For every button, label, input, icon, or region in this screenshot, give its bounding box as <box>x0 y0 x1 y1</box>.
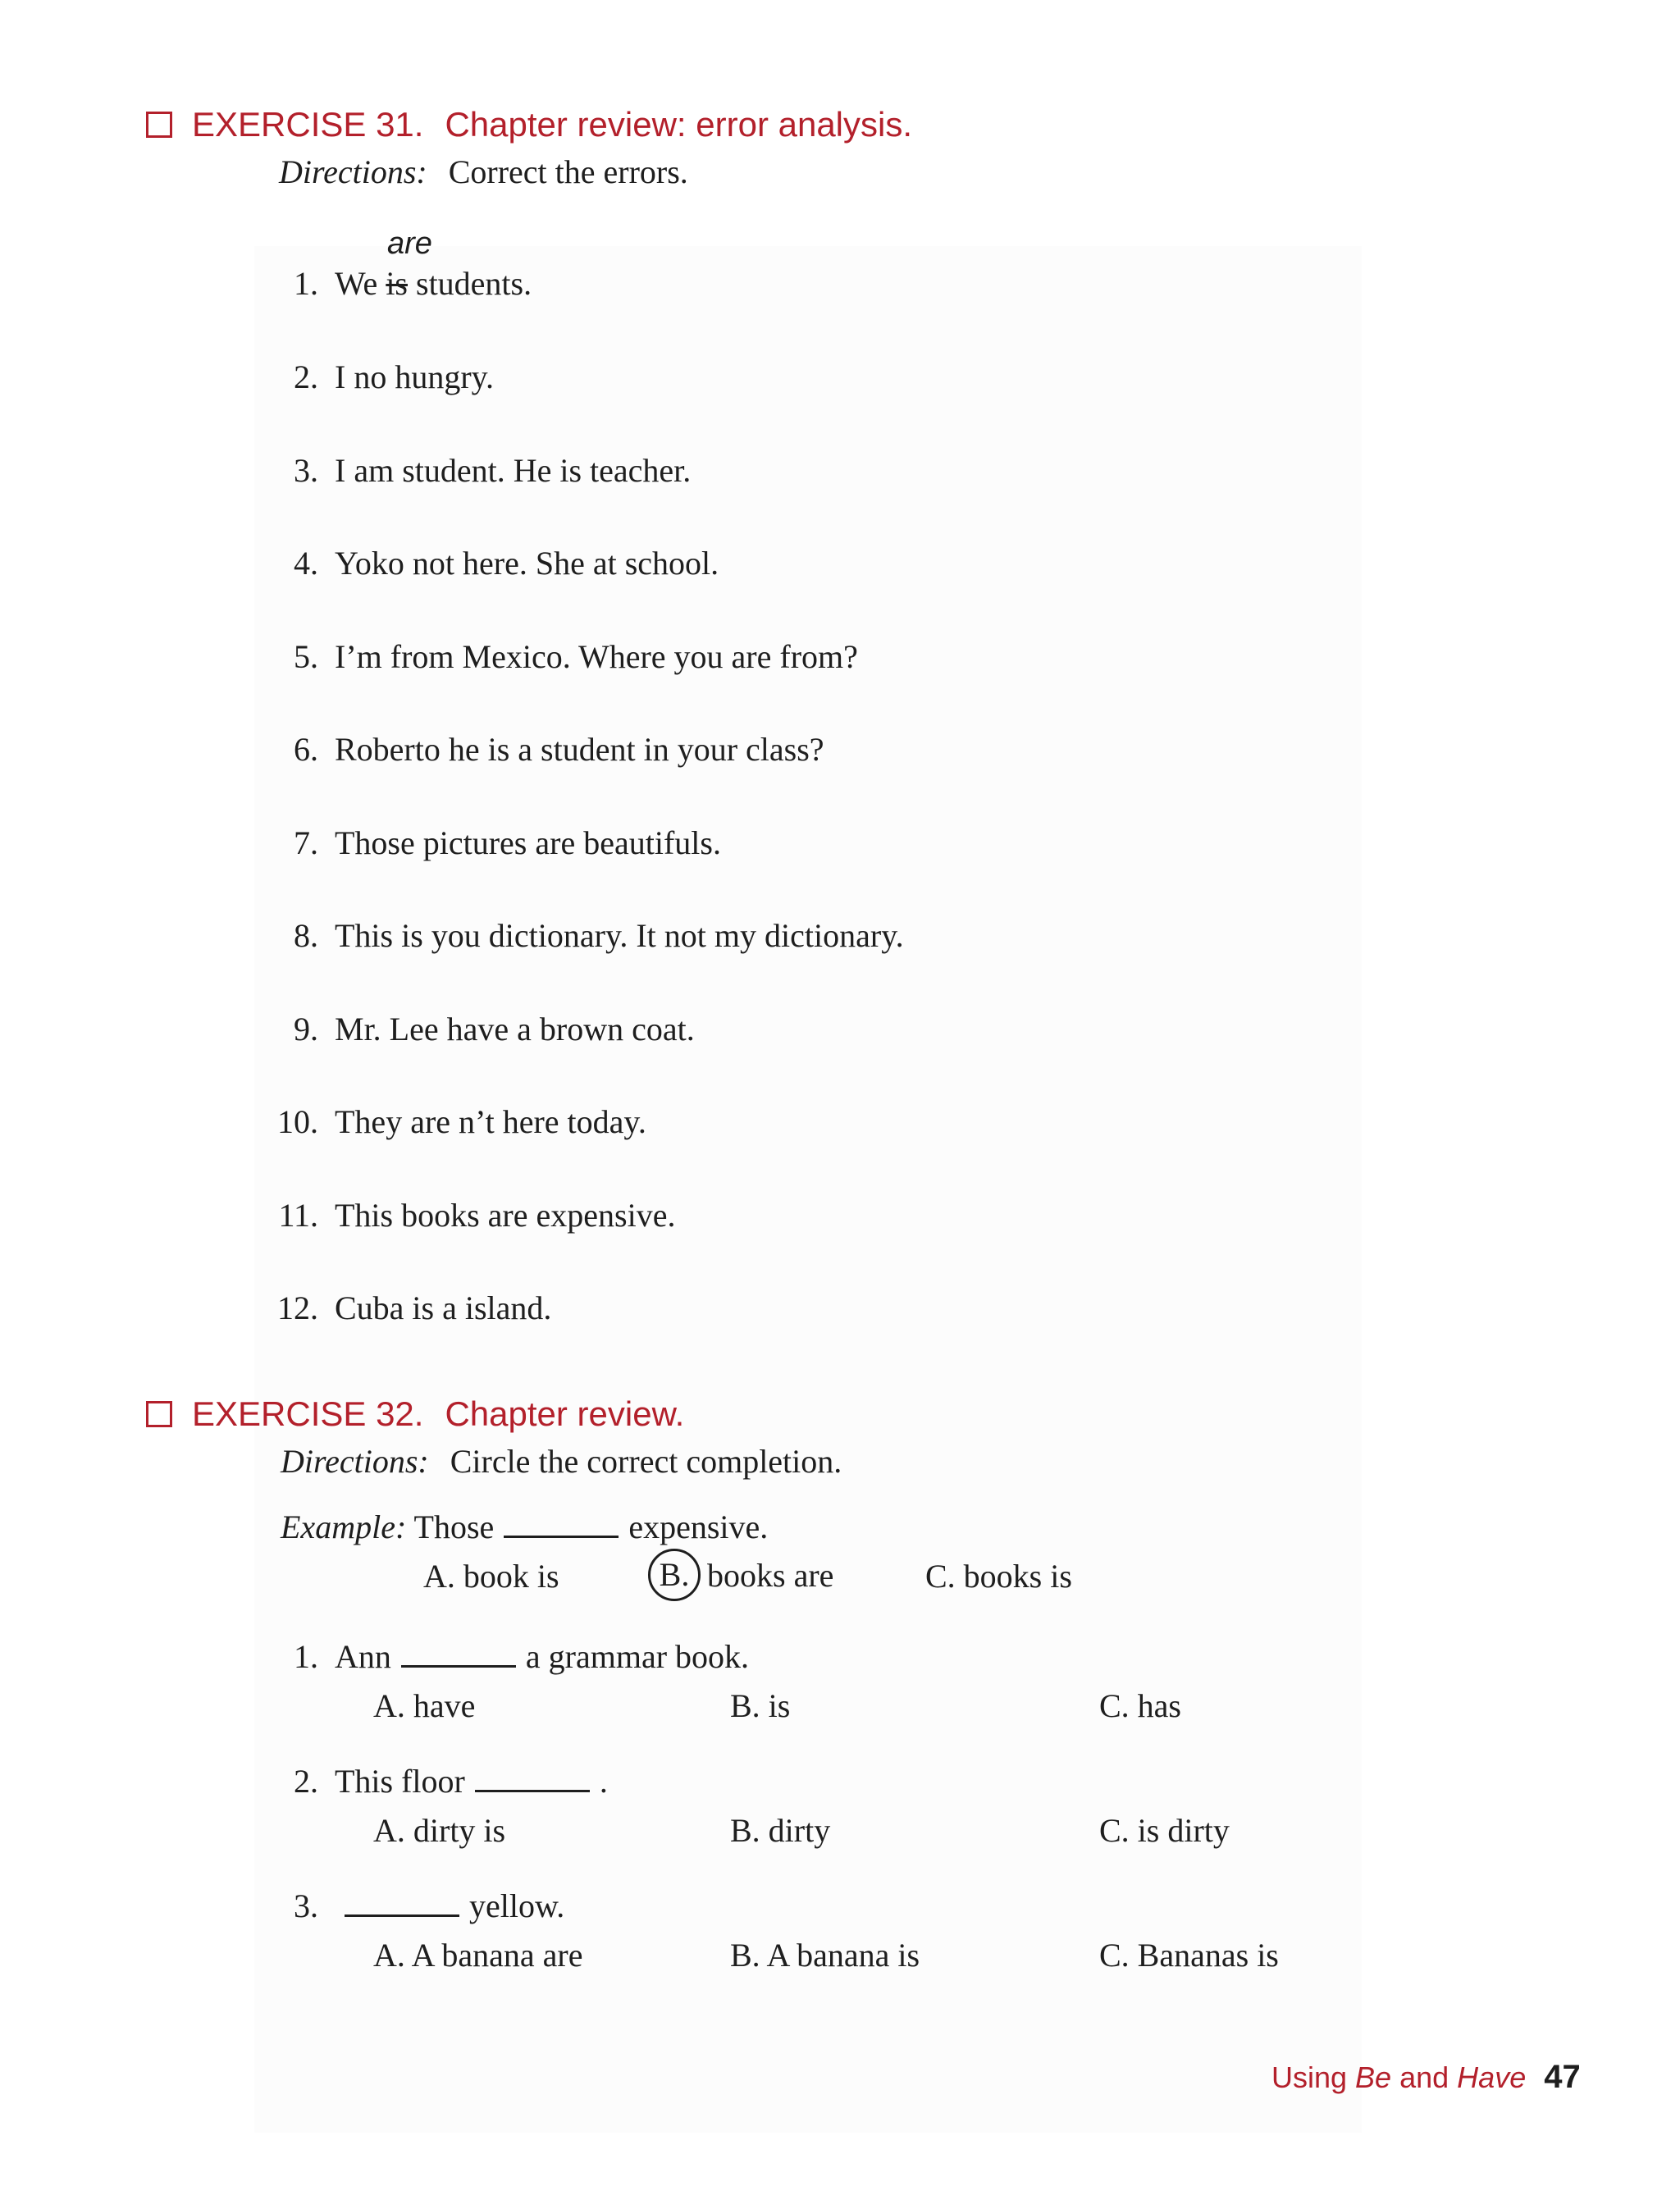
example-stem <box>281 1508 768 1546</box>
exercise-item <box>261 1010 695 1048</box>
question-stem <box>261 1762 608 1800</box>
item-text: students. <box>416 265 532 302</box>
item-text: Cuba is a island. <box>335 1289 552 1326</box>
item-text: I no hungry. <box>335 358 495 395</box>
item-number: 9. <box>294 1010 318 1047</box>
exercise-item <box>261 451 691 490</box>
item-number: 11. <box>278 1196 318 1234</box>
directions-text: Correct the errors. <box>448 153 688 190</box>
item-number: 5. <box>294 637 318 675</box>
item-number: 12. <box>277 1289 318 1326</box>
question-number: 2. <box>294 1763 318 1800</box>
item-text: I am student. He is teacher. <box>335 451 692 489</box>
exercise-label: EXERCISE 32. <box>192 1394 424 1433</box>
stem-text: This floor <box>335 1763 465 1800</box>
item-number: 4. <box>294 545 318 582</box>
exercise-title: Chapter review. <box>445 1394 685 1433</box>
exercise-32-header <box>146 1394 684 1434</box>
question-stem <box>261 1887 564 1925</box>
item-text: Mr. Lee have a brown coat. <box>335 1010 695 1047</box>
example-label: Example: <box>281 1508 407 1545</box>
item-number: 3. <box>294 451 318 489</box>
directions-label: Directions: <box>281 1443 429 1480</box>
item-text: This is you dictionary. It not my dictionary. <box>335 917 904 954</box>
footer-text: Using <box>1271 2060 1356 2094</box>
stem-text: . <box>599 1763 608 1800</box>
example-option-b <box>648 1549 833 1601</box>
exercise-item <box>261 730 824 769</box>
item-text: Yoko not here. She at school. <box>335 545 719 582</box>
exercise-item <box>261 824 721 862</box>
option-b[interactable]: B. A banana is <box>730 1937 920 1974</box>
question-number: 3. <box>294 1887 318 1924</box>
item-text: They are n’t here today. <box>335 1103 646 1140</box>
item-text: Those pictures are beautifuls. <box>335 824 721 861</box>
item-number: 1. <box>294 265 318 302</box>
option-c[interactable]: C. has <box>1099 1687 1181 1724</box>
exercise-item <box>261 637 858 676</box>
item-text: This books are expensive. <box>335 1196 676 1234</box>
option-a[interactable]: A. have <box>373 1687 476 1724</box>
exercise-item <box>261 544 719 582</box>
answer-blank <box>504 1511 619 1538</box>
directions <box>281 1442 842 1481</box>
exercise-item <box>261 916 904 955</box>
directions-label: Directions: <box>279 153 427 190</box>
item-number: 10. <box>277 1103 318 1140</box>
circled-answer: B. <box>648 1549 701 1601</box>
item-number: 6. <box>294 731 318 768</box>
struck-word: is <box>386 265 408 302</box>
exercise-item <box>261 1102 646 1141</box>
answer-blank <box>475 1765 590 1792</box>
directions <box>279 153 688 191</box>
option-b[interactable]: B. is <box>730 1687 791 1724</box>
footer-text: Have <box>1457 2060 1527 2094</box>
option-c[interactable]: C. is dirty <box>1099 1812 1230 1849</box>
item-text: Roberto he is a student in your class? <box>335 731 824 768</box>
item-text: I’m from Mexico. Where you are from? <box>335 637 858 675</box>
footer-text: Be <box>1355 2060 1392 2094</box>
stem-text: yellow. <box>469 1887 565 1924</box>
answer-blank <box>401 1641 516 1668</box>
exercise-item <box>261 1196 675 1234</box>
stem-text: expensive. <box>628 1508 769 1545</box>
stem-text: Those <box>413 1508 495 1545</box>
item-text: We <box>335 265 378 302</box>
option-c[interactable]: C. Bananas is <box>1099 1937 1279 1974</box>
directions-text: Circle the correct completion. <box>450 1443 842 1480</box>
checkbox-icon[interactable] <box>146 1401 172 1427</box>
page-footer <box>1271 2059 1581 2096</box>
question-stem <box>261 1637 749 1676</box>
exercise-31-header <box>146 105 912 144</box>
exercise-item <box>261 1289 551 1327</box>
page-number: 47 <box>1544 2059 1581 2095</box>
example-option-c: C. books is <box>925 1558 1072 1595</box>
option-a[interactable]: A. A banana are <box>373 1937 583 1974</box>
page-background <box>254 246 1362 2133</box>
item-number: 7. <box>294 824 318 861</box>
footer-text: and <box>1391 2060 1458 2094</box>
checkbox-icon[interactable] <box>146 112 172 138</box>
handwritten-correction: are <box>387 226 432 261</box>
question-number: 1. <box>294 1638 318 1675</box>
answer-blank <box>345 1890 459 1917</box>
item-number: 8. <box>294 917 318 954</box>
exercise-item <box>261 264 532 303</box>
item-number: 2. <box>294 358 318 395</box>
option-b[interactable]: B. dirty <box>730 1812 831 1849</box>
stem-text: Ann <box>335 1638 391 1675</box>
exercise-item <box>261 358 494 396</box>
exercise-title: Chapter review: error analysis. <box>445 105 913 144</box>
exercise-label: EXERCISE 31. <box>192 105 424 144</box>
option-a[interactable]: A. dirty is <box>373 1812 506 1849</box>
example-option-a: A. book is <box>423 1558 559 1595</box>
stem-text: a grammar book. <box>525 1638 750 1675</box>
option-text: books are <box>707 1556 834 1594</box>
